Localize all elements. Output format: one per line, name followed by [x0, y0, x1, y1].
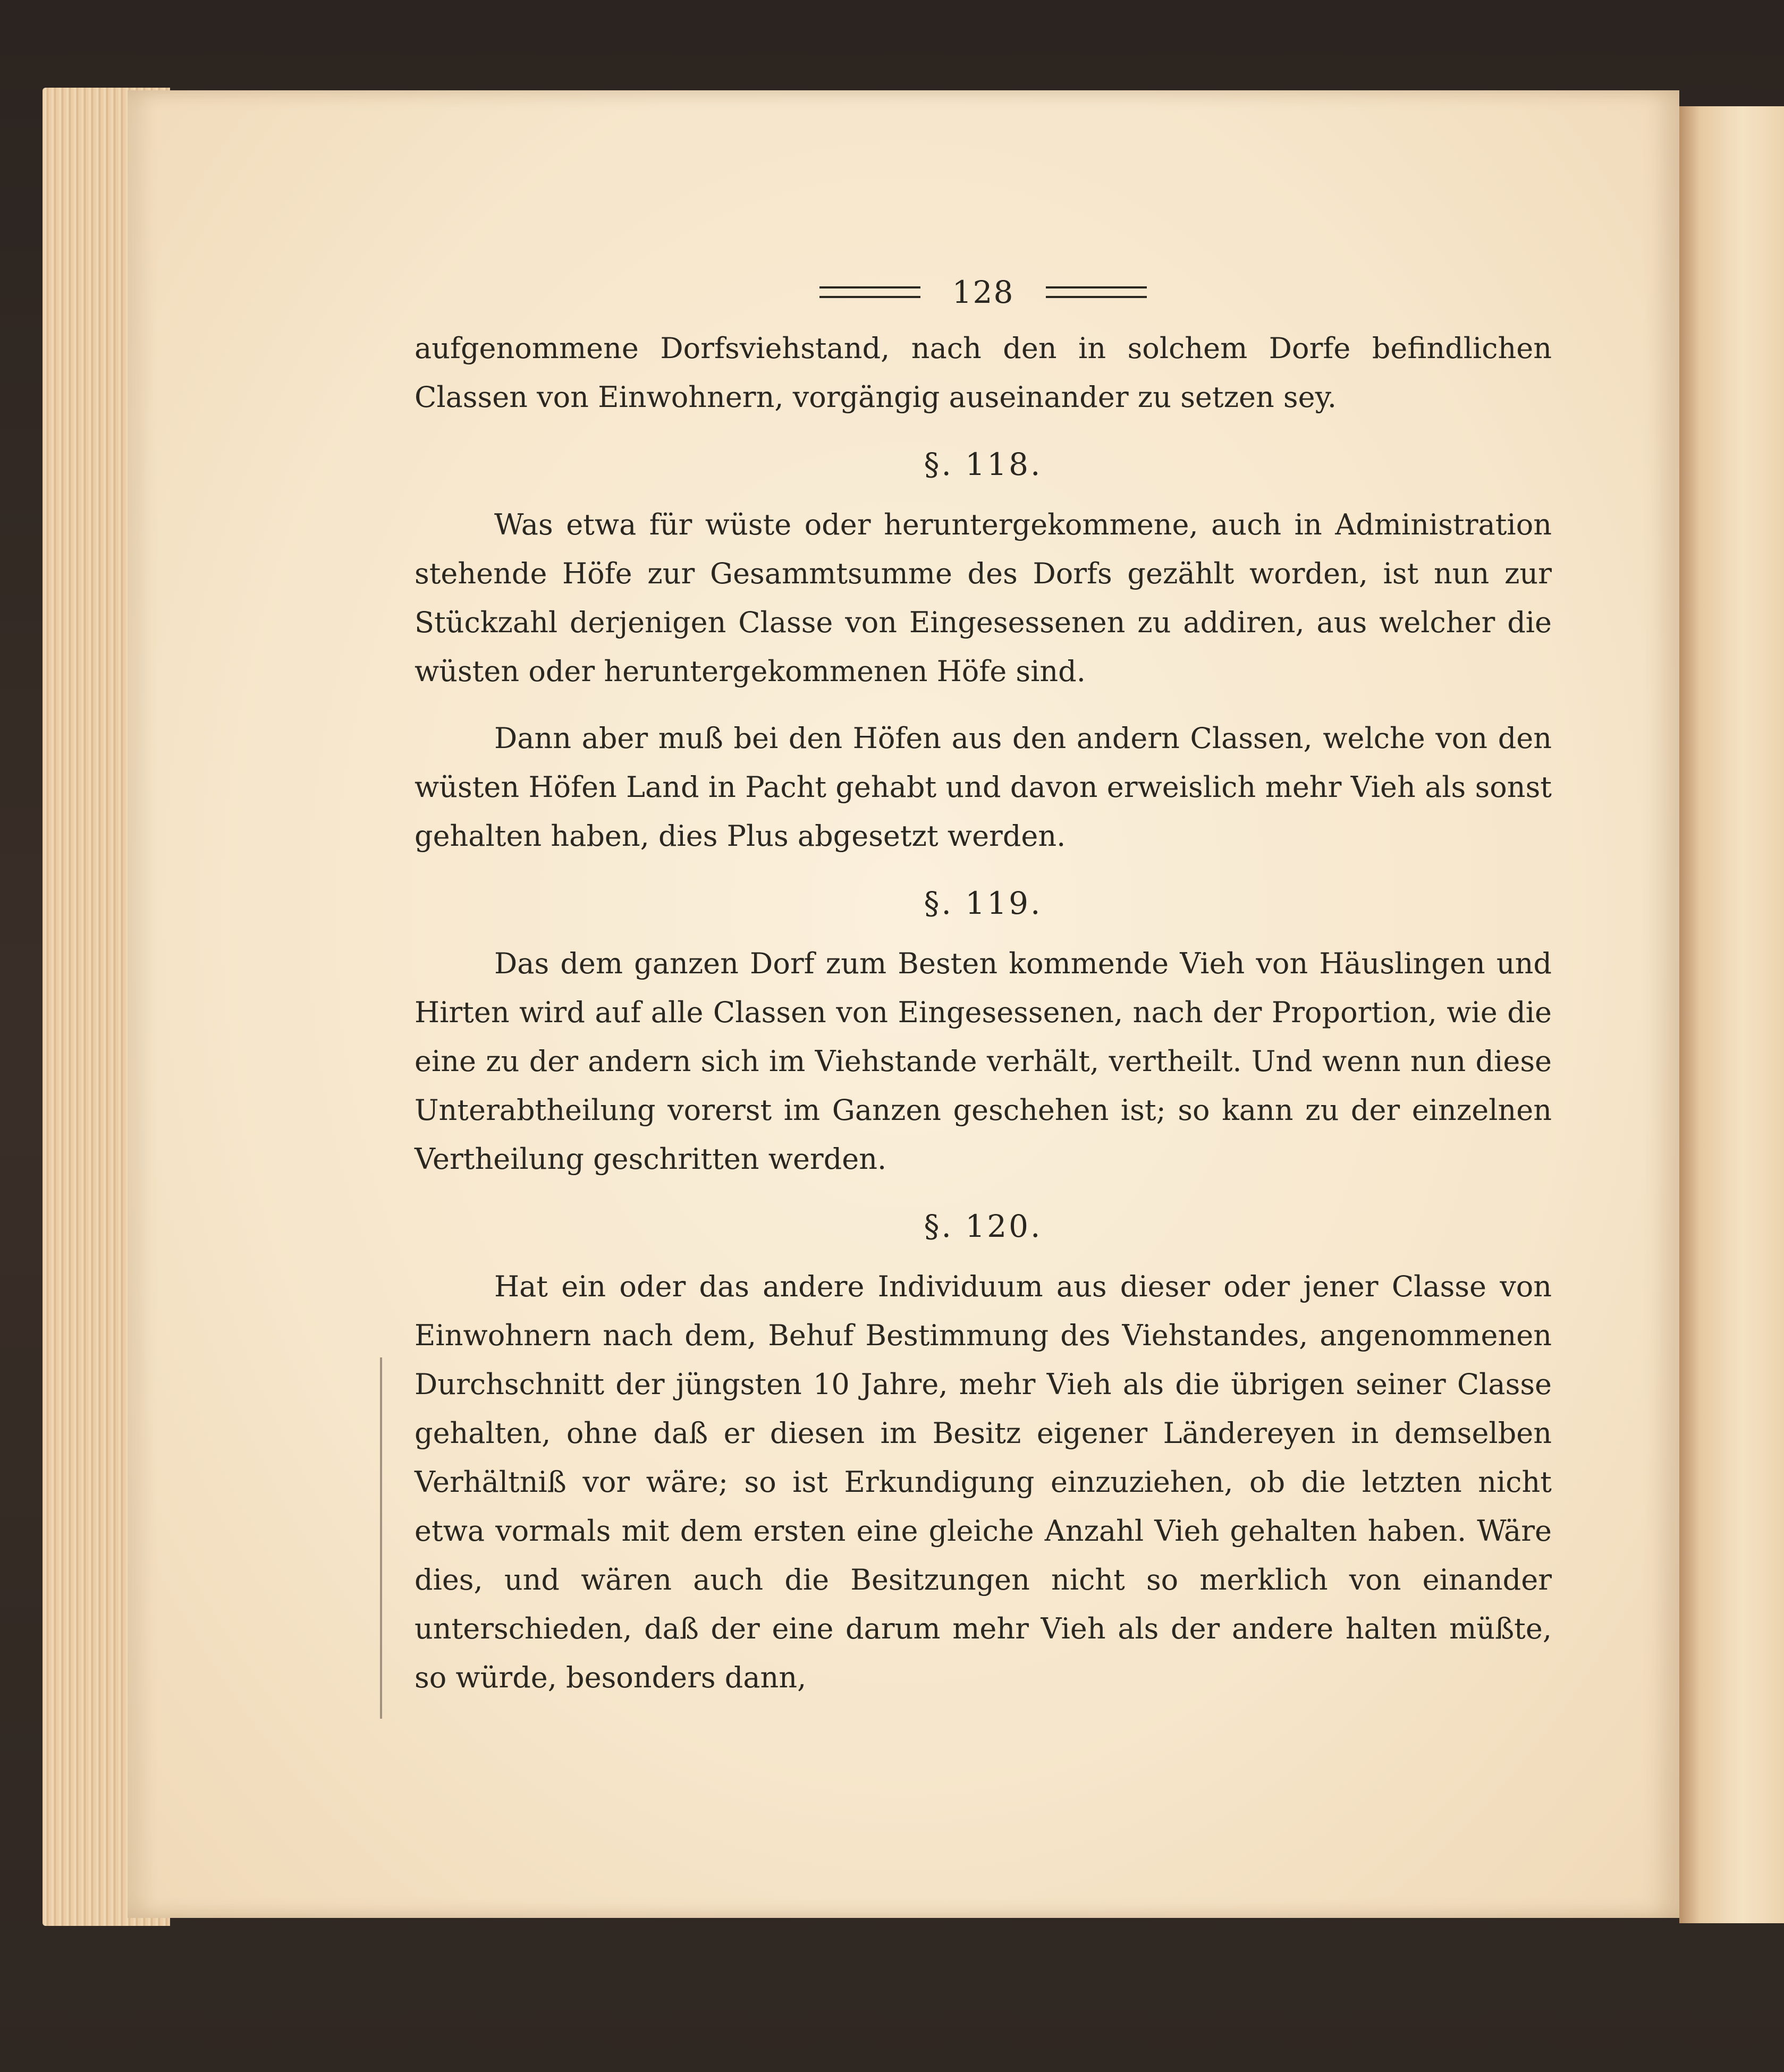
paragraph-118-2: Dann aber muß bei den Höfen aus den andern Classen, welche von den wüsten Höfen Land in Pacht gehabt und davon erweislich mehr Vieh als sonst gehalten haben, dies Plus abgesetzt werden.: [415, 721, 1552, 853]
section-heading-118: §. 118.: [924, 446, 1043, 482]
section-heading-120: §. 120.: [924, 1208, 1043, 1244]
paragraph-120-1: Hat ein oder das andere Individuum aus dieser oder jener Classe von Einwohnern nach dem, Behuf Bestimmung des Viehstandes, angenommenen Durchschnitt der jüngsten 10 Jahre, mehr Vieh als die übrigen seiner Classe gehalten, ohne daß er diesen im Besitz eigener Ländereyen in demselben Verhältniß vor wäre; so ist Erkundigung einzuziehen, ob die letzten nicht etwa vormals mit dem ersten eine gleiche Anzahl Vieh gehalten haben. Wäre dies, und wären auch die Besitzungen nicht so merklich von einander unterschieden, daß der eine darum mehr Vieh als der andere halten müßte, so würde, besonders dann,: [415, 1270, 1552, 1694]
facing-page-edge: [1679, 106, 1784, 1923]
page-number: 128: [952, 274, 1014, 310]
margin-pencil-mark: [380, 1357, 382, 1719]
header-rule-right: [1046, 286, 1147, 298]
page-text: [415, 260, 1552, 1702]
running-header: [415, 260, 1552, 324]
paragraph-119-1: Das dem ganzen Dorf zum Besten kommende Vieh von Häuslingen und Hirten wird auf alle Classen von Eingesessenen, nach der Proportion, wie die eine zu der andern sich im Viehstande verhält, vertheilt. Und wenn nun diese Unterabtheilung vorerst im Ganzen geschehen ist; so kann zu der einzelnen Vertheilung geschritten werden.: [415, 947, 1552, 1176]
paragraph-118-1: Was etwa für wüste oder heruntergekommene, auch in Administration stehende Höfe zur Gesammtsumme des Dorfs gezählt worden, ist nun zur Stückzahl derjenigen Classe von Eingesessenen zu addiren, aus welcher die wüsten oder heruntergekommenen Höfe sind.: [415, 508, 1552, 688]
intro-paragraph: aufgenommene Dorfsviehstand, nach den in solchem Dorfe befindlichen Classen von Einwohnern, vorgängig auseinander zu setzen sey.: [415, 332, 1552, 414]
header-rule-left: [819, 286, 920, 298]
section-heading-119: §. 119.: [924, 885, 1043, 921]
